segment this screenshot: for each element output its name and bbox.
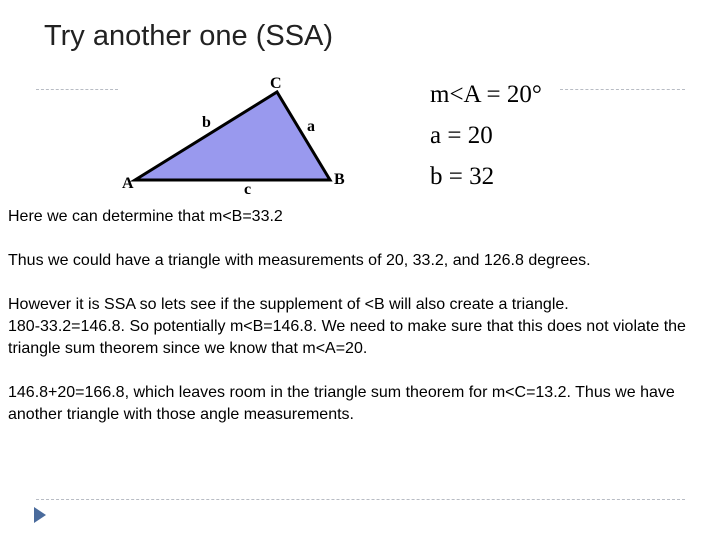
paragraph-1: Here we can determine that m<B=33.2 [8, 208, 283, 225]
triangle-shape [135, 92, 330, 180]
dashed-divider-bottom [36, 499, 685, 500]
given-side-b: b = 32 [430, 163, 495, 190]
paragraph-4: 146.8+20=166.8, which leaves room in the triangle sum theorem for m<C=13.2. Thus we have another triangle with those angle measurements. [8, 384, 675, 423]
play-triangle-icon[interactable] [33, 506, 47, 524]
dashed-divider-left [36, 89, 118, 90]
triangle-diagram [110, 70, 360, 200]
given-values [430, 74, 560, 197]
vertex-label-c: C [270, 75, 282, 92]
explanation-text [8, 206, 714, 448]
side-label-a: a [307, 118, 315, 135]
paragraph-2: Thus we could have a triangle with measurements of 20, 33.2, and 126.8 degrees. [8, 252, 591, 269]
dashed-divider-right [560, 89, 685, 90]
slide-title: Try another one (SSA) [44, 20, 334, 52]
side-label-c: c [244, 181, 252, 198]
vertex-label-a: A [122, 175, 134, 192]
side-label-b: b [202, 114, 211, 131]
given-side-a: a = 20 [430, 122, 493, 149]
paragraph-3: However it is SSA so lets see if the supplement of <B will also create a triangle. 180-33.2=146.8. So potentially m<B=146.8. We need to make sure that this does not violate the triangle sum theorem since we know that m<A=20. [8, 296, 686, 357]
vertex-label-b: B [334, 171, 345, 188]
given-angle-a: m<A = 20° [430, 81, 542, 108]
